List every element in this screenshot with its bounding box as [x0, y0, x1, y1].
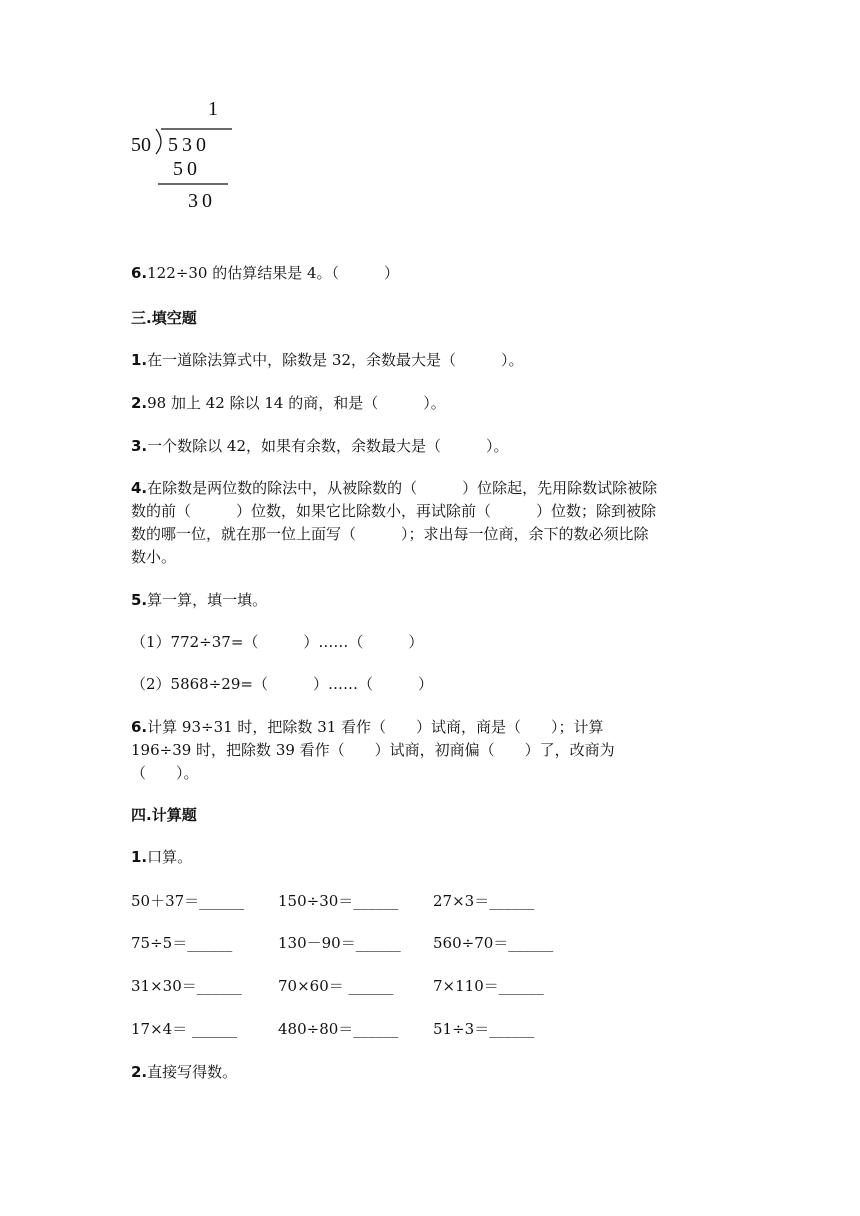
calc-item: 480÷80＝______ — [278, 1020, 399, 1038]
divisor: 50 — [131, 134, 151, 156]
calc-question-1: 1.口算。 — [131, 848, 193, 866]
long-division-figure — [128, 96, 248, 216]
section-4-title: 四.计算题 — [131, 806, 197, 824]
fill-question-2: 2.98 加上 42 除以 14 的商，和是（ ）。 — [131, 394, 446, 412]
calc-item: 560÷70＝______ — [433, 934, 554, 952]
calc-item: 70×60＝ ______ — [278, 977, 394, 995]
calc-item: 150÷30＝______ — [278, 892, 399, 910]
subtract-line: 50 — [173, 158, 201, 180]
calc-question-2: 2.直接写得数。 — [131, 1063, 238, 1081]
calc-item: 7×110＝______ — [433, 977, 544, 995]
judge-question-6: 6.122÷30 的估算结果是 4。（ ） — [131, 264, 400, 282]
calc-item: 75÷5＝______ — [131, 934, 233, 952]
calc-item: 17×4＝ ______ — [131, 1020, 237, 1038]
calc-item: 130－90＝______ — [278, 934, 401, 952]
fill-question-5: 5.算一算，填一填。 — [131, 591, 268, 609]
fill-question-1: 1.在一道除法算式中，除数是 32，余数最大是（ ）。 — [131, 351, 524, 369]
fill-question-5-sub-2: （2）5868÷29=（ ）……（ ） — [131, 675, 433, 693]
quotient: 1 — [208, 98, 222, 120]
calc-item: 50＋37＝______ — [131, 892, 245, 910]
remainder: 30 — [188, 190, 216, 212]
calc-item: 51÷3＝______ — [433, 1020, 535, 1038]
calc-item: 27×3＝______ — [433, 892, 535, 910]
fill-question-3: 3.一个数除以 42，如果有余数，余数最大是（ ）。 — [131, 437, 509, 455]
dividend: 530 — [168, 134, 210, 156]
calc-item: 31×30＝______ — [131, 977, 242, 995]
fill-question-5-sub-1: （1）772÷37=（ ）……（ ） — [131, 633, 424, 651]
section-3-title: 三.填空题 — [131, 309, 197, 327]
